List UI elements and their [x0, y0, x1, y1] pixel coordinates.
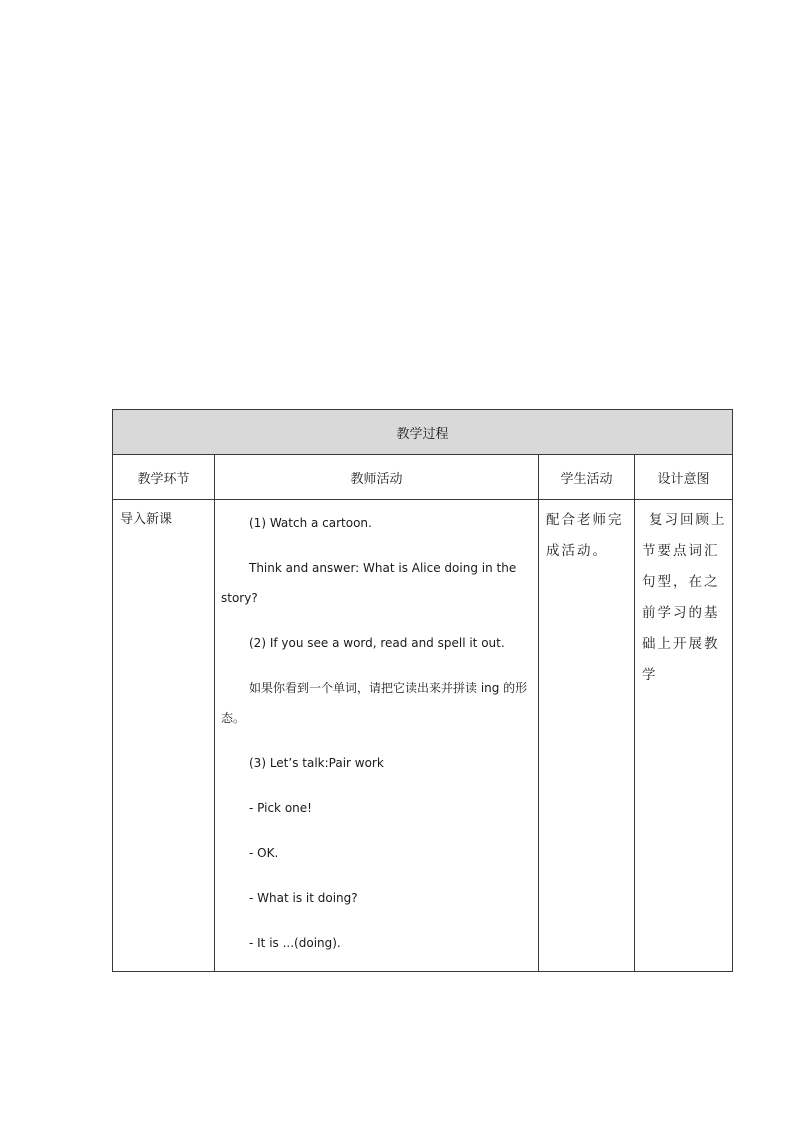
teacher-step: 如果你看到一个单词，请把它读出来并拼读 ing 的形态。 — [221, 681, 528, 725]
teacher-step: - Pick one! — [249, 801, 312, 815]
teacher-step: (2) If you see a word, read and spell it out. — [249, 636, 505, 650]
header-stage: 教学环节 — [113, 455, 215, 500]
header-design-intent: 设计意图 — [635, 455, 733, 500]
teacher-step: - OK. — [249, 846, 279, 860]
teacher-activity-cell — [215, 500, 539, 972]
student-activity-cell: 配合老师完成活动。 — [539, 500, 635, 972]
header-teacher-activity: 教师活动 — [215, 455, 539, 500]
stage-cell: 导入新课 — [113, 500, 215, 972]
table-title-row — [113, 410, 733, 455]
teacher-step: - What is it doing? — [249, 891, 358, 905]
table-title: 教学过程 — [113, 410, 733, 455]
teacher-step: (3) Let’s talk:Pair work — [249, 756, 384, 770]
design-intent-cell: 复习回顾上节要点词汇句型，在之前学习的基础上开展教学 — [635, 500, 733, 972]
teacher-step: - It is ...(doing). — [249, 936, 341, 950]
header-student-activity: 学生活动 — [539, 455, 635, 500]
table-row — [113, 500, 733, 972]
teacher-step: Think and answer: What is Alice doing in the story? — [221, 561, 517, 605]
lesson-process-table — [112, 409, 733, 972]
table-header-row — [113, 455, 733, 500]
teacher-step: (1) Watch a cartoon. — [249, 516, 372, 530]
